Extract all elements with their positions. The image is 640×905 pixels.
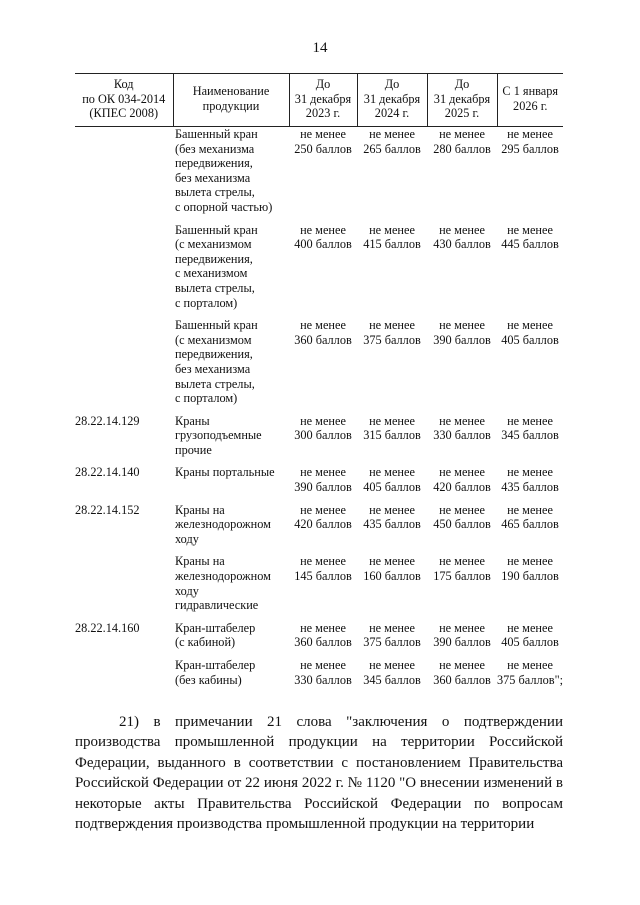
cell-code: 28.22.14.129 [75, 413, 140, 428]
cell-score [289, 621, 357, 658]
score-line: не менее [369, 465, 415, 480]
score-line: 300 баллов [294, 428, 352, 443]
product-name-line: без механизма [175, 361, 251, 376]
page-number: 14 [312, 40, 328, 56]
product-name-line: (с механизмом [175, 332, 252, 347]
table-row [75, 658, 563, 695]
score-line: 360 баллов [294, 332, 352, 347]
score-line: 430 баллов [433, 237, 491, 252]
product-name-line: без механизма [175, 170, 251, 185]
header-2024-line: До [384, 77, 400, 92]
score-line: не менее [300, 127, 346, 141]
cell-product-name [173, 318, 289, 414]
score-line: не менее [300, 502, 346, 517]
score-line: 450 баллов [433, 517, 491, 532]
score-line: не менее [507, 413, 553, 428]
cell-score [497, 658, 563, 695]
product-name-line: вылета стрелы, [175, 376, 255, 391]
table-row [75, 503, 563, 555]
score-line: не менее [439, 658, 485, 672]
score-line: не менее [507, 127, 553, 141]
cell-product-name [173, 554, 289, 620]
header-code-line: (КПЕС 2008) [89, 106, 159, 121]
score-line: не менее [439, 465, 485, 480]
cell-code [75, 658, 173, 695]
product-name-line: с механизмом [175, 266, 248, 281]
score-line: не менее [369, 502, 415, 517]
product-name-line: грузоподъемные [175, 428, 262, 443]
header-2023-line: До [315, 77, 331, 92]
product-name-line: с порталом) [175, 295, 238, 310]
score-line: не менее [369, 620, 415, 635]
score-line: 160 баллов [363, 569, 421, 584]
cell-score [497, 127, 563, 223]
score-line: 405 баллов [501, 635, 559, 650]
score-line: не менее [369, 222, 415, 237]
cell-score [497, 223, 563, 319]
score-line: 420 баллов [294, 517, 352, 532]
score-line: 280 баллов [433, 141, 491, 156]
score-line: 465 баллов [501, 517, 559, 532]
product-name-line: прочие [175, 442, 212, 457]
score-line: не менее [369, 554, 415, 569]
cell-score [289, 223, 357, 319]
product-name-line: Кран-штабелер [175, 620, 256, 635]
table-row [75, 127, 563, 223]
cell-product-name [173, 465, 289, 502]
cell-product-name [173, 223, 289, 319]
score-line: 390 баллов [433, 635, 491, 650]
cell-score [357, 554, 427, 620]
cell-code [75, 554, 173, 620]
cell-score [427, 554, 497, 620]
score-line: 250 баллов [294, 141, 352, 156]
score-line: 145 баллов [294, 569, 352, 584]
score-line: не менее [369, 318, 415, 333]
amendment-paragraph: 21) в примечании 21 слова "заключения о подтверждении производства промышленной продукции на территории Российской Федерации, выданного в соответствии с постановлением Правительства Российской Федерации от 22 июня 2022 г. № 1120 "О внесении изменений в некоторые акты Правительства Российской Федерации по вопросам подтверждения производства промышленной продукции на территории [75, 714, 563, 833]
cell-score [427, 318, 497, 414]
score-line: не менее [507, 465, 553, 480]
amendment-text [75, 712, 563, 834]
score-line: 360 баллов [433, 672, 491, 687]
score-line: 400 баллов [294, 237, 352, 252]
score-line: 405 баллов [501, 332, 559, 347]
product-name-line: передвижения, [175, 156, 253, 171]
score-line: не менее [507, 620, 553, 635]
header-2025-line: 31 декабря [433, 91, 491, 106]
cell-score [289, 658, 357, 695]
header-2023 [289, 74, 357, 127]
cell-score [357, 223, 427, 319]
product-name-line: Кран-штабелер [175, 658, 256, 672]
product-name-line: вылета стрелы, [175, 280, 255, 295]
cell-score [427, 127, 497, 223]
score-line: 345 баллов [501, 428, 559, 443]
cell-code [75, 318, 173, 414]
cell-product-name [173, 621, 289, 658]
product-name-line: передвижения, [175, 347, 253, 362]
header-2024-line: 31 декабря [363, 91, 421, 106]
cell-score [289, 318, 357, 414]
product-name-line: Краны на [175, 554, 225, 569]
score-line: не менее [439, 318, 485, 333]
score-line: 330 баллов [294, 672, 352, 687]
cell-score [357, 658, 427, 695]
cell-product-name [173, 127, 289, 223]
cell-score [357, 414, 427, 466]
cell-product-name [173, 658, 289, 695]
header-name [173, 74, 289, 127]
score-line: не менее [439, 413, 485, 428]
product-name-line: Башенный кран [175, 222, 258, 237]
score-line: 375 баллов [363, 332, 421, 347]
cell-score [427, 223, 497, 319]
cell-score [427, 465, 497, 502]
product-name-line: Краны [175, 413, 210, 428]
header-code-line: по ОК 034-2014 [82, 91, 166, 106]
score-line: 295 баллов [501, 141, 559, 156]
cell-code [75, 127, 173, 223]
cell-code: 28.22.14.140 [75, 465, 140, 480]
header-2026-line: 2026 г. [513, 99, 548, 113]
cell-score [497, 318, 563, 414]
cell-product-name [173, 503, 289, 555]
score-line: не менее [300, 658, 346, 672]
score-line: 415 баллов [363, 237, 421, 252]
cell-score [357, 503, 427, 555]
product-name-line: Краны на [175, 502, 225, 517]
score-line: не менее [507, 318, 553, 333]
table-row [75, 414, 563, 466]
table-header-row [75, 74, 563, 127]
cell-score [427, 658, 497, 695]
score-line: 435 баллов [501, 480, 559, 495]
header-2024-line: 2024 г. [374, 106, 410, 121]
product-name-line: Башенный кран [175, 318, 258, 333]
score-line: 435 баллов [363, 517, 421, 532]
product-name-line: (без механизма [175, 141, 255, 156]
table-row [75, 621, 563, 658]
product-name-line: железнодорожном [175, 569, 271, 584]
cell-score [497, 554, 563, 620]
score-line: 445 баллов [501, 237, 559, 252]
cell-score [497, 465, 563, 502]
cell-score [497, 621, 563, 658]
product-name-line: ходу [175, 531, 199, 546]
score-line: 265 баллов [363, 141, 421, 156]
product-name-line: с порталом) [175, 391, 238, 406]
table-row [75, 465, 563, 502]
score-line: не менее [369, 658, 415, 672]
score-line: не менее [300, 620, 346, 635]
product-name-line: гидравлические [175, 598, 259, 613]
cell-score [357, 318, 427, 414]
product-name-line: (с кабиной) [175, 635, 236, 650]
cell-score [289, 503, 357, 555]
cell-product-name [173, 414, 289, 466]
cell-score [427, 621, 497, 658]
score-line: не менее [439, 127, 485, 141]
score-line: 360 баллов [294, 635, 352, 650]
header-2026 [497, 74, 563, 127]
product-name-line: ходу [175, 583, 199, 598]
product-name-line: с опорной частью) [175, 199, 273, 214]
score-line: 345 баллов [363, 672, 421, 687]
product-name-line: железнодорожном [175, 517, 271, 532]
score-line: 315 баллов [363, 428, 421, 443]
product-name-line: Башенный кран [175, 127, 258, 141]
header-code-line: Код [113, 77, 134, 92]
score-line: не менее [507, 222, 553, 237]
score-line: не менее [507, 554, 553, 569]
cell-score [357, 127, 427, 223]
header-code [75, 74, 173, 127]
header-2023-line: 31 декабря [294, 91, 352, 106]
cell-code: 28.22.14.152 [75, 502, 140, 517]
cell-score [289, 414, 357, 466]
score-line: не менее [507, 658, 553, 672]
score-line: не менее [369, 127, 415, 141]
cell-score [289, 465, 357, 502]
cell-code [75, 223, 173, 319]
cell-score [497, 414, 563, 466]
score-line: 190 баллов [501, 569, 559, 584]
score-line: не менее [369, 413, 415, 428]
header-2025 [427, 74, 497, 127]
cell-score [497, 503, 563, 555]
table-row [75, 223, 563, 319]
product-name-line: (без кабины) [175, 672, 242, 687]
header-name-line: продукции [202, 99, 260, 113]
score-line: не менее [439, 620, 485, 635]
score-line: 405 баллов [363, 480, 421, 495]
score-line: 375 баллов [363, 635, 421, 650]
score-line: не менее [507, 502, 553, 517]
header-2023-line: 2023 г. [305, 106, 341, 121]
cell-score [357, 621, 427, 658]
product-name-line: вылета стрелы, [175, 185, 255, 200]
header-2025-line: 2025 г. [444, 106, 480, 121]
header-2026-line: С 1 января [502, 84, 559, 99]
score-line: не менее [300, 554, 346, 569]
table-row [75, 318, 563, 414]
table-row [75, 554, 563, 620]
product-name-line: Краны портальные [175, 465, 275, 480]
score-line: 420 баллов [433, 480, 491, 495]
score-line: 390 баллов [433, 332, 491, 347]
score-line: не менее [300, 465, 346, 480]
header-2024 [357, 74, 427, 127]
score-line: не менее [439, 554, 485, 569]
header-name-line: Наименование [192, 84, 270, 99]
product-name-line: передвижения, [175, 251, 253, 266]
header-2025-line: До [454, 77, 470, 92]
score-line: не менее [300, 413, 346, 428]
product-name-line: (с механизмом [175, 237, 252, 252]
table-body [75, 127, 563, 696]
score-line: не менее [439, 502, 485, 517]
score-line: 390 баллов [294, 480, 352, 495]
score-line: 330 баллов [433, 428, 491, 443]
cell-score [357, 465, 427, 502]
cell-score [427, 414, 497, 466]
criteria-table [75, 73, 563, 695]
cell-score [427, 503, 497, 555]
cell-score [289, 127, 357, 223]
cell-score [289, 554, 357, 620]
score-line: не менее [300, 222, 346, 237]
score-line: 375 баллов"; [497, 672, 564, 687]
score-line: не менее [300, 318, 346, 333]
score-line: 175 баллов [433, 569, 491, 584]
score-line: не менее [439, 222, 485, 237]
cell-code: 28.22.14.160 [75, 620, 140, 635]
